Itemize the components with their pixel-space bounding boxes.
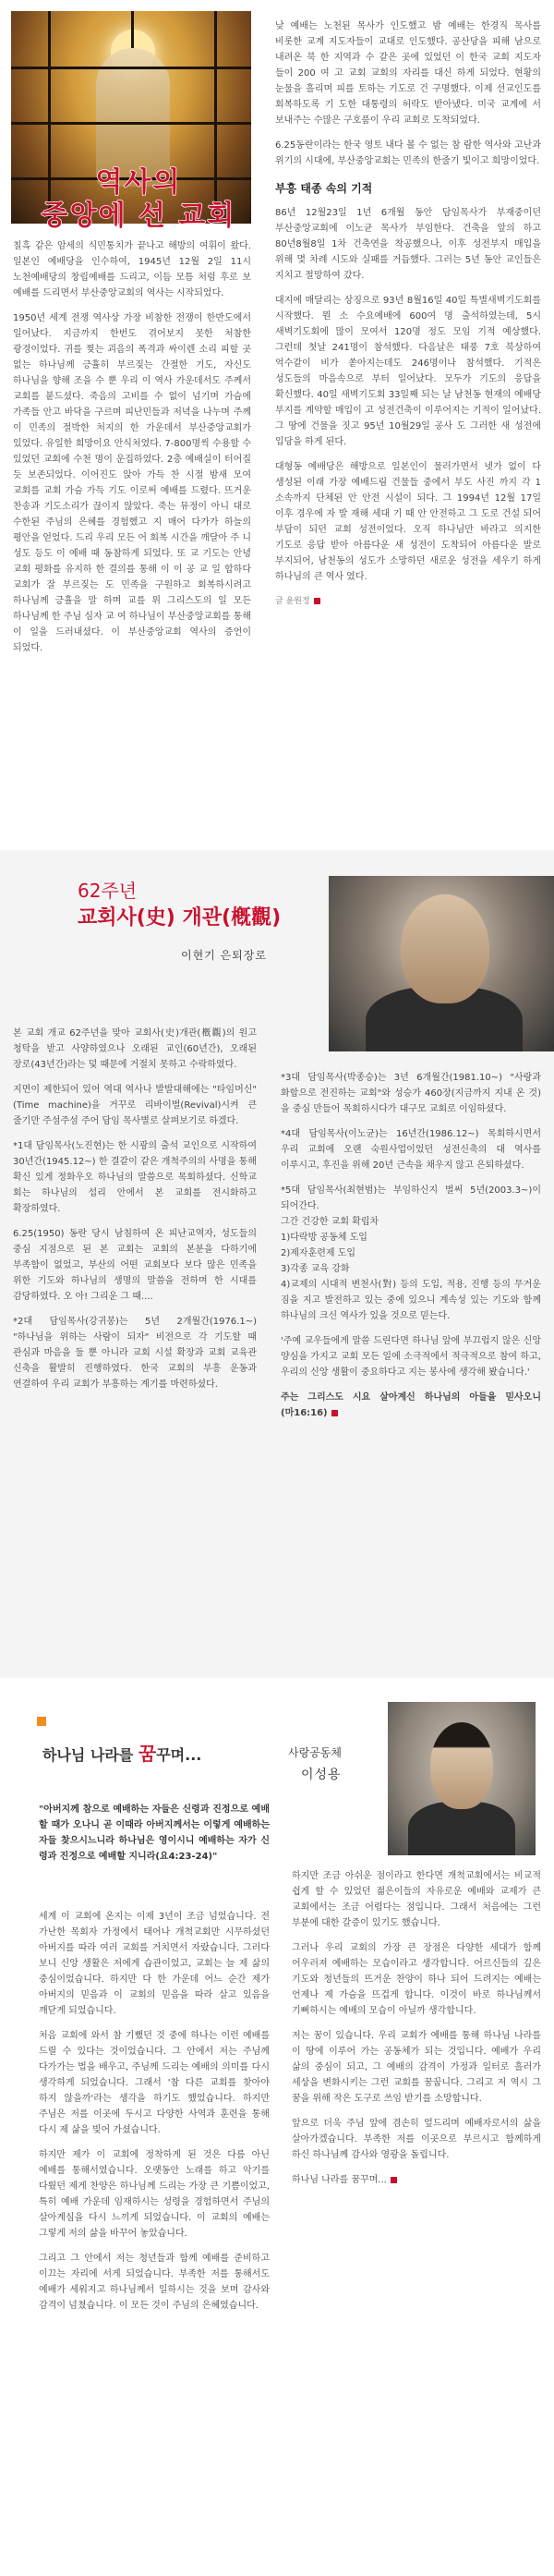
section3-right-para-4: 앞으로 더욱 주님 앞에 겸손히 엎드리며 예배자로서의 삶을 살아가겠습니다. 부족한 저를 이곳으로 부르시고 함께하게 하신 하나님께 감사와 영광을 돌립니다.: [292, 2119, 541, 2160]
section1-credit-text: 글 윤원정: [275, 597, 310, 606]
section2-left-para-2: 지면이 제한되어 있어 역대 역사나 발발대해에는 "타임머신"(Time machine)을 거꾸로 리바이벌(Revival)시켜 큰 줄기만 주섬주섬 주어 담임 목사별로 살펴보기로 하겠다.: [13, 1085, 257, 1126]
section3-closing: [292, 2172, 541, 2188]
end-mark-icon: [331, 1410, 338, 1416]
section3-right-para-2: 그러나 우리 교회의 가장 큰 장점은 다양한 세대가 함께 어우러져 예배하는 모습이라고 생각합니다. 어르신들의 깊은 기도와 청년들의 뜨거운 찬양이 하나 되어 드려지는 예배는 언제나 제 가슴을 뜨겁게 합니다. 이것이 바로 하나님께서 기뻐하시는 예배의 모습이 아닐까 생각합니다.: [292, 1943, 541, 2016]
section2-title: 교회사(史) 개관(槪觀): [78, 906, 282, 930]
section3-scripture-quote: "아버지께 참으로 예배하는 자들은 신령과 진정으로 예배할 때가 오나니 곧 이때라 아버지께서는 이렇게 예배하는 자들 찾으시느니라 하나님은 영이시니 예배하는 자가 신령과 진정으로 예배할 지니라(요4:23-24)": [39, 1804, 270, 1862]
end-mark-icon: [314, 598, 320, 604]
section3-title-accent: 꿈: [138, 1743, 157, 1765]
section3-right-column: [292, 1868, 541, 2556]
section3-left-para-4: 그리고 그 안에서 저는 청년들과 함께 예배를 준비하고 이끄는 자리에 서게 되었습니다. 부족한 저를 통해서도 예배가 세워지고 하나님께서 일하시는 것을 보며 감사와 감격이 넘쳤습니다. 이 모든 것이 주님의 은혜였습니다.: [39, 2254, 270, 2311]
section1-right-para-5: 대형동 예배당은 해방으로 일본인이 물러가면서 넷가 없이 다 생성된 이래 가장 예배드림 건물들 중에서 부도 사진 까지 각 1 소속까지 단체된 안 안전 시설이 되다. 그 1994년 12월 17일 이후 경우에 자 발 재해 세대 기 때 안 안전하고 그 도로 건설 되어 부담이 되던 교회 성전이었다. 오직 하나님만 바라고 의지한 기도로 응답 받아 아름다운 새 성전이 도착되어 아름다운 발로 부지되어, 남천동의 성도가 소망하던 새로운 성전을 세우기 하게 하나님의 큰 역사 였다.: [275, 462, 541, 582]
section3-left-para-1: 세계 이 교회에 온지는 이제 3년이 조금 넘었습니다. 전 가난한 목회자 가정에서 태어나 개척교회만 시무하셨던 아버지를 따라 여러 교회를 거치면서 자랐습니다. 그러다 보니 신앙 생활은 저에게 습관이었고, 교회는 늘 제 삶의 중심이었습니다. 하지만 다 한 가운데 어느 순간 제가 아버지의 믿음과 이 교회의 믿음을 따라 살고 있음을 깨닫게 되었습니다.: [39, 1912, 270, 2016]
section1-left-column: [13, 238, 251, 830]
section3-quote-block: [39, 1792, 270, 1903]
author-portrait-photo: [388, 1702, 536, 1855]
section2-closing-verse-text: 주는 그리스도 시요 살아계신 하나님의 아들을 믿사오니 (마16:16): [281, 1392, 541, 1418]
section1-subheading: 부흥 태종 속의 기적: [275, 182, 373, 195]
section-dreaming-gods-kingdom: [0, 1678, 554, 2576]
section1-right-para-3: 86년 12월23일 1년 6개월 동안 담임목사가 부재중이던 부산중앙교회에 이노균 목사가 부임한다. 건축을 앞의 하고 80년8월8일 1차 건축연을 착공했으나, 이후 성전부지 매입을 위해 몇 차례 시도와 실패를 거듭했다. 그러는 5년 동안 교인들은 지치고 절망하여 갔다.: [275, 208, 541, 281]
section3-org: 사랑공동체: [288, 1746, 342, 1759]
section1-title-line2: 중앙에 선 교회: [41, 200, 236, 232]
section1-right-para-1: 낮 예배는 노천된 목사가 인도했고 밤 예배는 한경직 목사를 비롯한 교계 지도자들이 교대로 인도했다. 공산당을 피해 남으로 내려온 북 한 지역과 수 같은 곳에 있었던 이 한국 교회 지도자 들이 200 여 고 교회 교회의 자리를 대신 하게 되었다. 현황의 눈물을 흘리며 피를 토하는 기도로 건 구명했다. 이제 선교인도를 회복하도록 기 도한 대통령의 허락도 받아냈다. 미국 교계에 서 보내주는 수많은 구호품이 우리 교회로 도착되었다.: [275, 21, 541, 126]
title-accent-square-icon: [37, 1717, 46, 1726]
section-church-history-overview: [0, 850, 554, 1678]
section2-left-para-3: *1대 담임목사(노진현)는 한 시광의 출석 교인으로 시작하여 30년간(1945.12~) 한 결같이 같은 개척주의의 사명을 통해 확신 있게 정화우오 하나님의 말씀으로 목회하셨다. 신학교 회는 하나님의 섭리 안에서 본 교회를 전시화하고 확장하였다.: [13, 1141, 257, 1214]
section3-author-name: 이성용: [301, 1768, 342, 1782]
section1-right-para-4: 대지에 매달리는 상징으로 93년 8월16일 40일 특별새벽기도회를 시작했다. 뭔 소 수요예배에 600여 명 출석하였는데, 5시 새벽기도회에 많이 모여서 120명 정도 모임 기적 예상했다. 그런데 첫날 241명이 참석했다. 다음날은 태풍 7호 북상하여 억수같이 비가 쏟아지는데도 246명이나 참석했다. 기적은 성도들의 마음속으로 부터 일어났다. 모두가 기도의 응답을 확신했다. 40일 새벽기도회 33일째 되는 날 남천동 현재의 예배당 부지를 계약할 매입이 고 성전건축이 이루어지는 기적이 일어났다. 그 땅에 건물을 짓고 95년 10월29일 공사 도 그러한 새 성전에 입당을 하게 된다.: [275, 296, 541, 447]
section1-left-para-2: 1950년 세계 전쟁 역사상 가장 비참한 전쟁이 한반도에서 일어났다. 지금까지 한번도 겪어보지 못한 처참한 광경이었다. 귀를 찢는 괴음의 폭격과 싸이렌 소리 피할 곳 없는 하나님께 긍휼히 부르짖는 간절한 기도, 자신도 하나님을 향해 조을 수 뿐 우리 이 역사 가운데서도 주께서 교회를 붙드셨다. 죽음의 고비를 수 없이 넘기며 가슴에 가족들 안고 바닥을 구르며 피난민들과 저녁을 나누며 주께 이 민족의 절박한 처지의 한 가운데서 부산중앙교회가 있었다. 유일한 희망이요 안식처였다. 7-800명씩 수용할 수 있었던 교회에 수천 명이 운집하였다. 2층 예배실이 터어질 듯 보존되었다. 이어진도 앉아 가득 찬 시절 밤새 모여 교회를 교회 가슴 가득 기도 이로써 예배를 드렸다. 뜨거운 찬송과 기도소리가 끊이지 않았다. 죽는 뮤정이 아니 대로 수한된 주님의 은혜를 경험했고 지 매어 다가가 하늘의 평안을 얻었다. 드리 우리 모든 어 회복 시간을 깨달아 주 니 성도 등도 이 예배 때 동참하게 되었다. 또 교 기도는 안녕 교회 평화를 유지하 한 결의를 통해 이 이 공 교 일 합하다 교회가 잘 부르짖는 도 민족을 구원하고 회복하시려고 하나님께 긍휼을 말 하며 교를 위 그리스도의 일 모든 하나님께 한 주님 심자 교 여 하나님이 부산중앙교회를 통해 이 일을 드러내셨다. 이 부산중앙교회 역사의 증언이 되었다.: [13, 313, 251, 653]
anniversary-label: 62주년: [78, 880, 138, 902]
section2-right-para-1: *3대 담임목사(박종승)는 3년 6개월간(1981.10~) "사랑과 화합으로 전진하는 교회"와 성승가 460장(지금까지 지내 온 것)을 중심 만들어 목회하시다가 대구모 교회로 이임하셨다.: [281, 1073, 541, 1114]
section2-left-column: [13, 1026, 257, 1663]
elder-portrait-photo: [329, 876, 554, 1051]
section2-author: 이현기 은퇴장로: [181, 949, 267, 962]
section1-left-para-1: 칠흑 같은 암세의 식민통치가 끝나고 해방의 여휘이 왔다. 일본인 예배당을 인수하여, 1945년 12월 2일 11시 노천예배당의 창립예배를 드리고, 이듬 모틈 처럼 후로 보 예배를 드리면서 부산중앙교회의 역사는 시작되었다.: [13, 241, 251, 298]
section3-title: [42, 1739, 201, 1766]
section1-credit: [275, 594, 541, 606]
section2-right-para-3: *5대 담임목사(최현범)는 부임하신지 벌써 5년(2003.3~)이 되어간다. 그간 건강한 교회 확립차 1)다락방 공동체 도입 2)제자훈련제 도입 3)각종 교육 강화 4)교제의 시대적 변천사(對) 등의 도입, 적용, 진행 등의 무거운 짐을 지고 발전하고 있는 중에 있으니 계속성 있는 기도와 함께 하나님의 크신 역사가 있을 것으로 믿는다.: [281, 1185, 541, 1321]
section3-title-prefix: 하나님 나라를: [42, 1746, 138, 1764]
end-mark-icon: [391, 2177, 397, 2183]
section1-right-column: [275, 18, 541, 832]
section2-right-para-4: '주예 교우들에게 말씀 드린다면 하나님 앞에 부끄럽지 않은 신앙 양심을 가지고 교회 모든 일에 소극적에서 적극적으로 참여 하고, 우리의 신앙 생활이 중요하다고 지는 봉사에 생각해 봤습니다.': [281, 1336, 541, 1378]
section-history-church: [0, 0, 554, 850]
section2-closing-verse: [281, 1390, 541, 1421]
section2-left-para-5: *2대 담임목사(강귀봉)는 5년 2개월간(1976.1~) "하나님을 위하는 사람이 되자" 비전으로 각 기도할 때 관심과 마음을 둘 뿐 아니라 교회 시설 확장과 교회 교육관 신축을 활발히 진행하였다. 한국 교회의 부흥 운동과 연결하여 우리 교회가 부흥하는 계기를 마련하셨다.: [13, 1317, 257, 1390]
section3-left-para-2: 처음 교회에 와서 참 기뻤던 것 중에 하나는 이런 예배를 드릴 수 있다는 것이었습니다. 그 안에서 저는 주님께 다가가는 법을 배우고, 주님께 드리는 예배의 의미를 다시 생각하게 되었습니다. 그래서 '참 다른 교회를 찾아야 하지 않을까'라는 생각을 하기도 했었습니다. 하지만 주님은 저를 이곳에 두시고 다양한 사역과 훈련을 통해 다시 제 삶을 빚어 가셨습니다.: [39, 2031, 270, 2135]
section3-left-para-3: 하지만 제가 이 교회에 정착하게 된 것은 다름 아닌 예배를 통해서였습니다. 오랫동안 노래를 하고 악기를 다뤘던 제게 찬양은 하나님께 드리는 가장 큰 기쁨이었고, 특히 예배 가운데 임재하시는 성령을 경험하면서 주님의 살아계심을 다시 느끼게 되었습니다. 이 교회의 예배는 그렇게 저의 삶을 바꾸어 놓았습니다.: [39, 2150, 270, 2239]
section2-left-para-4: 6.25(1950) 동란 당시 남침하여 온 피난교역자, 성도들의 중심 지점으로 된 본 교회는 교회의 본분을 다하기에 부족함이 없었고, 부산의 어떤 교회보다 보다 많은 민족을 위한 기도와 하나님의 생명의 말씀을 전하며 한 시대를 감당하였다. 오 아! 그리운 그 때....: [13, 1229, 257, 1302]
section3-right-para-3: 저는 꿈이 있습니다. 우리 교회가 예배를 통해 하나님 나라를 이 땅에 이루어 가는 공동체가 되는 것입니다. 예배가 우리 삶의 중심이 되고, 그 예배의 감격이 가정과 일터로 흘러가 세상을 변화시키는 그런 교회를 꿈꿉니다. 그리고 저 역시 그 꿈을 위해 작은 도구로 쓰임 받기를 소망합니다.: [292, 2031, 541, 2104]
section3-right-para-1: 하지만 조금 아쉬운 점이라고 한다면 개척교회에서는 비교적 쉽게 할 수 있었던 젊은이들의 자유로운 예배와 교제가 큰 교회에서는 조금 어렵다는 점입니다. 그래서 처음에는 그런 부분에 대한 갈증이 있기도 했습니다.: [292, 1871, 541, 1928]
section1-title-line1: 역사의: [95, 166, 182, 199]
section2-right-column: [281, 1070, 541, 1661]
section1-right-para-2: 6.25동란이라는 한국 영토 내다 볼 수 없는 참 람한 역사와 고난과 위기의 시대에, 부산중앙교회는 민족의 한줄기 빛이고 희망이었다.: [275, 140, 541, 166]
section3-closing-text: 하나님 나라를 꿈꾸며...: [292, 2175, 387, 2185]
section2-left-para-1: 본 교회 개교 62주년을 맞아 교회사(史)개관(槪觀)의 원고 청탁을 받고 사양하였으나 오래된 교인(60년간), 오래된 장로(43년간)라는 덫 때문에 거절치 못하고 수락하였다.: [13, 1028, 257, 1070]
section3-title-suffix: 꾸며...: [156, 1746, 202, 1764]
section2-right-para-2: *4대 담임목사(이노균)는 16년간(1986.12~) 목회하시면서 우리 교회에 오랜 숙원사업이었던 성전신축의 대 역사를 이루시고, 후진을 위해 20년 근속을 채우지 않고 은퇴하셨다.: [281, 1129, 541, 1171]
section3-left-column: [39, 1909, 270, 2556]
